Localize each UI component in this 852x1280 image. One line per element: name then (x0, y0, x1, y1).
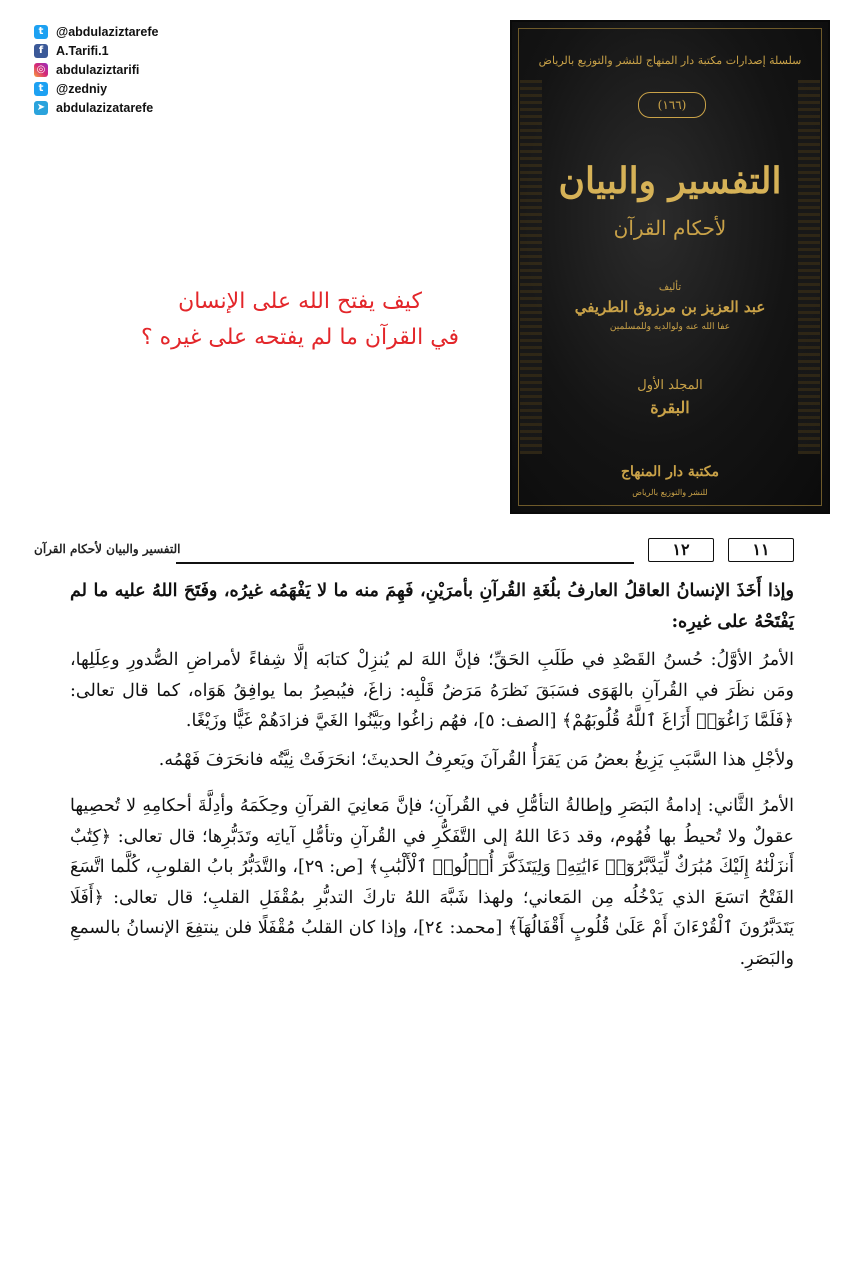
cover-volume: المجلد الأول (637, 378, 703, 393)
book-page (0, 520, 852, 1280)
social-row-twitter[interactable] (34, 22, 234, 41)
cover-author: عبد العزيز بن مرزوق الطريفي (574, 298, 766, 316)
social-row-twitter-2[interactable] (34, 79, 234, 98)
social-handle: abdulazizatarefe (56, 100, 154, 115)
page-header (34, 536, 794, 566)
social-handles (34, 22, 234, 117)
social-handle: @abdulaziztarefe (56, 24, 159, 39)
question-line-1: كيف يفتح الله على الإنسان (178, 289, 422, 314)
deviation-paragraph: ولأجْلِ هذا السَّبَبِ يَزِيغُ بعضُ مَن يَقرَأُ القُرآنَ ويَعرِفُ الحديثَ؛ انحَرَفَتْ نِيَّتُه فانحَرَفَ فَهْمُه. (158, 749, 794, 770)
social-handle: abdulaziztarifi (56, 62, 140, 77)
cover-number: (١٦٦) (638, 92, 706, 118)
telegram-icon: ➤ (34, 101, 48, 115)
page-number: ١١ (728, 538, 794, 562)
social-row-instagram[interactable] (34, 60, 234, 79)
intro-paragraph: وإذا أَخَذَ الإنسانُ العاقلُ العارفُ بلُغَةِ القُرآنِ بأمرَيْنِ، فَهِمَ منه ما لا يَفْهَمُه غيرُه، وفَتَحَ اللهُ عليه ما لم يَفْتَحْهُ على غيرِه: (70, 581, 794, 632)
social-handle: @zedniy (56, 81, 108, 96)
running-header-title: التفسير والبيان لأحكام القرآن (34, 542, 181, 556)
page-body (70, 576, 794, 974)
book-cover (510, 20, 830, 514)
social-row-facebook[interactable] (34, 41, 234, 60)
cover-by: تأليف (658, 282, 682, 293)
instagram-icon: ◎ (34, 63, 48, 77)
cover-part: البقرة (650, 398, 690, 417)
second-matter-paragraph: الأمرُ الثَّاني: إدامةُ البَصَرِ وإطالةُ التأمُّلِ في القُرآنِ؛ فإنَّ مَعانِيَ القرآنِ وحِكَمَهُ وأدِلَّةَ أحكامِهِ لا تُحصِيها عقولٌ ولا تُحيطُ بها فُهُوم، وقد دَعَا اللهُ إلى التَّفَكُّرِ في القُرآنِ وتأمُّلِ آياتِه وتَدَبُّرِها؛ قال تعالى: ﴿كِتَٰبٌ أَنزَلْنَٰهُ إِلَيْكَ مُبَٰرَكٌ لِّيَدَّبَّرُوٓا۟ ءَايَٰتِهِۦ وَلِيَتَذَكَّرَ أُو۟لُوا۟ ٱلْأَلْبَٰبِ﴾ [ص: ٢٩]، والتَّدَبُّرُ بابُ القلوبِ، كُلَّما اتَّسَعَ الفَتْحُ اتسَعَ الذي يَدْخُلُه مِن المَعاني؛ ولهذا شَبَّهَ اللهُ تاركَ التدبُّرِ بمُقْفَلِ القلبِ؛ قال تعالى: ﴿أَفَلَا يَتَدَبَّرُونَ ٱلْقُرْءَانَ أَمْ عَلَىٰ قُلُوبٍ أَقْفَالُهَآ﴾ [محمد: ٢٤]، وإذا كان القلبُ مُقْفَلًا فلن ينتفِعَ الإنسانُ بالسمعِ والبَصَرِ. (70, 796, 794, 969)
cover-author-role: عفا الله عنه ولوالديه وللمسلمين (609, 322, 731, 332)
question-line-2: في القرآن ما لم يفتحه على غيره ؟ (140, 325, 460, 350)
first-matter-paragraph: الأمرُ الأوَّلُ: حُسنُ القَصْدِ في طَلَبِ الحَقِّ؛ فإنَّ اللهَ لم يُنزِلْ كتابَه إلَّا شِفاءً لأمراضِ الصُّدورِ وعِلَلِها، ومَن نظَرَ في القُرآنِ بالهَوَى فسَبَقَ نَظرَهُ مَرَضُ قَلْبِه: زاغَ، فيُبصِرُ بما يوافِقُ هَوَاه، كما قال تعالى: ﴿فَلَمَّا زَاغُوٓا۟ أَزَاغَ ٱللَّهُ قُلُوبَهُمْ﴾ [الصف: ٥]، فهُم زاغُوا وبَيَّنُوا الغَيَّ فزادَهُمْ غَيًّا وزَيْغًا. (70, 650, 794, 731)
social-handle: A.Tarifi.1 (56, 43, 109, 58)
cover-series: سلسلة إصدارات مكتبة دار المنهاج للنشر والتوزيع بالرياض (538, 54, 802, 67)
cover-publisher-sub: للنشر والتوزيع بالرياض (632, 488, 708, 497)
highlight-question (120, 284, 480, 356)
cover-title: التفسير والبيان (558, 160, 782, 202)
cover-subtitle: لأحكام القرآن (613, 216, 727, 240)
page-number: ١٢ (648, 538, 714, 562)
cover-publisher: مكتبة دار المنهاج (620, 464, 720, 480)
header-rule (176, 562, 634, 564)
social-row-telegram[interactable] (34, 98, 234, 117)
facebook-icon: f (34, 44, 48, 58)
twitter-icon: t (34, 82, 48, 96)
twitter-icon: t (34, 25, 48, 39)
